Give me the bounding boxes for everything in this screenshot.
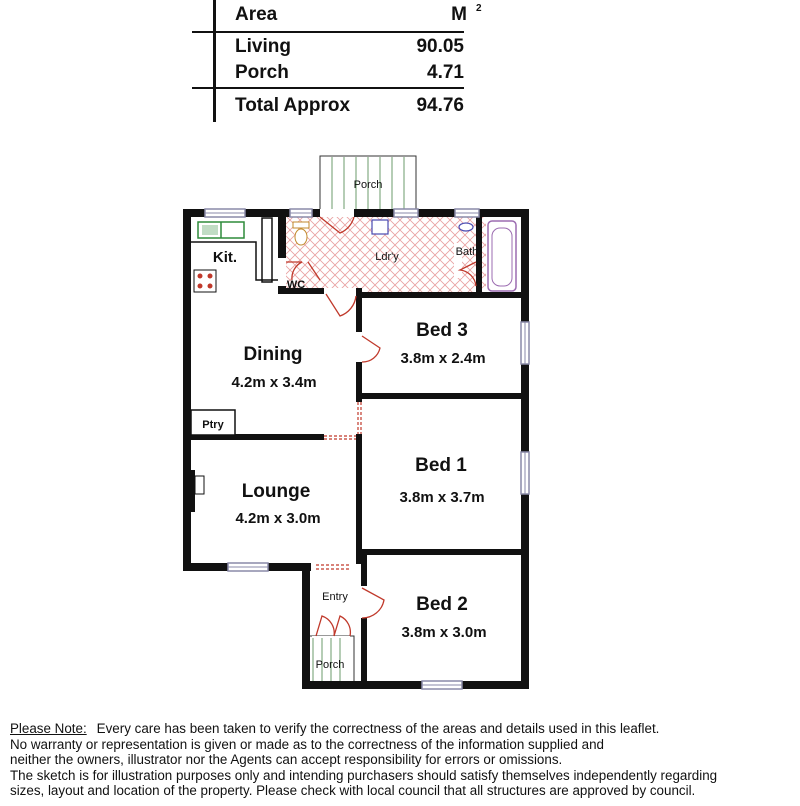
- room-label-kitchen: Kit.: [212, 249, 238, 266]
- note-line: The sketch is for illustration purposes only and intending purchasers should satisfy themselves independently regarding: [10, 767, 718, 783]
- room-label-laundry: Ldr'y: [375, 251, 399, 263]
- room-label-pantry: Ptry: [202, 419, 224, 431]
- room-dims-lounge: 4.2m x 3.0m: [235, 510, 321, 527]
- room-label-entry: Entry: [322, 591, 348, 603]
- room-dims-bed1: 3.8m x 3.7m: [399, 489, 485, 506]
- note-label: Please Note:: [10, 721, 87, 736]
- area-total-value: 94.76: [416, 95, 464, 116]
- room-label-wc: WC: [286, 279, 306, 291]
- room-label-bed2: Bed 2: [416, 594, 468, 615]
- room-label-bath: Bath: [455, 246, 479, 258]
- area-total-label: Total Approx: [235, 95, 351, 116]
- note-text: Every care has been taken to verify the correctness of the areas and details used in this leaflet.: [96, 721, 660, 736]
- disclaimer-note: [10, 721, 790, 799]
- room-label-bed1: Bed 1: [415, 455, 467, 476]
- area-row-value: 90.05: [416, 36, 464, 57]
- room-dims-bed2: 3.8m x 3.0m: [401, 624, 487, 641]
- area-row-value: 4.71: [427, 62, 464, 83]
- laundry-tub-icon: [372, 220, 388, 234]
- room-label-bed3: Bed 3: [416, 320, 468, 341]
- note-line: sizes, layout and location of the property. Please check with local council that all structures are approved by council.: [10, 783, 696, 798]
- sink-icon: [198, 222, 244, 238]
- note-line: [10, 721, 790, 737]
- area-row-label: Porch: [235, 62, 289, 83]
- room-label-porch-top: Porch: [353, 179, 383, 191]
- basin-icon: [459, 223, 473, 231]
- bath-icon: [488, 221, 516, 291]
- room-label-lounge: Lounge: [241, 481, 311, 502]
- stove-icon: [194, 270, 216, 292]
- note-line: No warranty or representation is given or made as to the correctness of the information supplied and: [10, 736, 604, 752]
- room-dims-bed3: 3.8m x 2.4m: [400, 350, 486, 367]
- area-header-unit-sup: 2: [476, 3, 482, 14]
- room-label-porch-bottom: Porch: [315, 659, 345, 671]
- room-dims-dining: 4.2m x 3.4m: [231, 374, 317, 391]
- room-label-dining: Dining: [243, 344, 303, 365]
- area-header-label: Area: [235, 4, 278, 25]
- unit-label: M: [451, 4, 467, 25]
- open-doorways: [316, 402, 361, 569]
- fireplace-icon: [191, 470, 204, 512]
- area-row-label: Living: [235, 36, 291, 57]
- note-line: neither the owners, illustrator nor the Agents can accept responsibility for errors or omissions.: [10, 752, 563, 767]
